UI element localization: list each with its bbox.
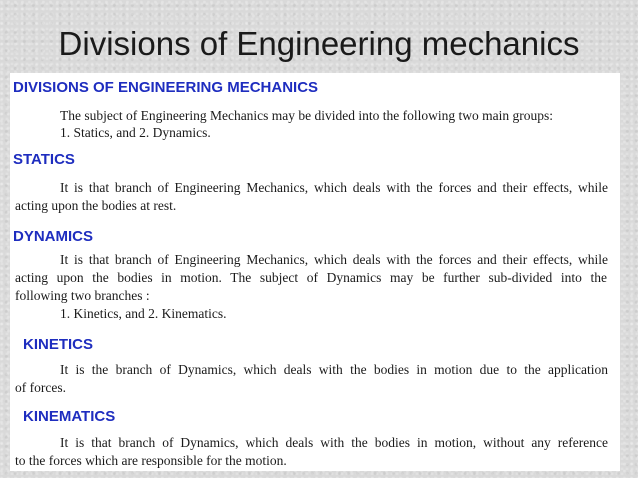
- document-page: [10, 73, 620, 471]
- dynamics-line-4: 1. Kinetics, and 2. Kinematics.: [60, 306, 227, 321]
- statics-line-2: acting upon the bodies at rest.: [15, 198, 177, 213]
- statics-line-1: It is that branch of Engineering Mechanics, which deals with the forces and their effects, while: [60, 180, 608, 195]
- slide-title: Divisions of Engineering mechanics: [58, 25, 580, 62]
- kinematics-line-1: It is that branch of Dynamics, which deals with the bodies in motion, without any reference: [60, 435, 608, 450]
- dynamics-line-3: following two branches :: [15, 288, 150, 303]
- section-heading-kinematics: KINEMATICS: [23, 408, 116, 425]
- section-heading-divisions: DIVISIONS OF ENGINEERING MECHANICS: [13, 79, 319, 96]
- kinetics-line-1: It is the branch of Dynamics, which deals with the bodies in motion due to the application: [60, 362, 608, 377]
- section-heading-dynamics: DYNAMICS: [13, 228, 94, 245]
- dynamics-line-1: It is that branch of Engineering Mechanics, which deals with the forces and their effects, while: [60, 252, 608, 267]
- section-heading-statics: STATICS: [13, 151, 75, 168]
- divisions-line-1: The subject of Engineering Mechanics may be divided into the following two main groups:: [60, 108, 554, 123]
- kinetics-line-2: of forces.: [15, 380, 66, 395]
- kinematics-line-2: to the forces which are responsible for the motion.: [15, 453, 287, 468]
- section-heading-kinetics: KINETICS: [23, 336, 94, 353]
- dynamics-line-2: acting upon the bodies in motion. The subject of Dynamics may be further sub-divided into the: [15, 270, 607, 285]
- divisions-line-2: 1. Statics, and 2. Dynamics.: [60, 125, 211, 140]
